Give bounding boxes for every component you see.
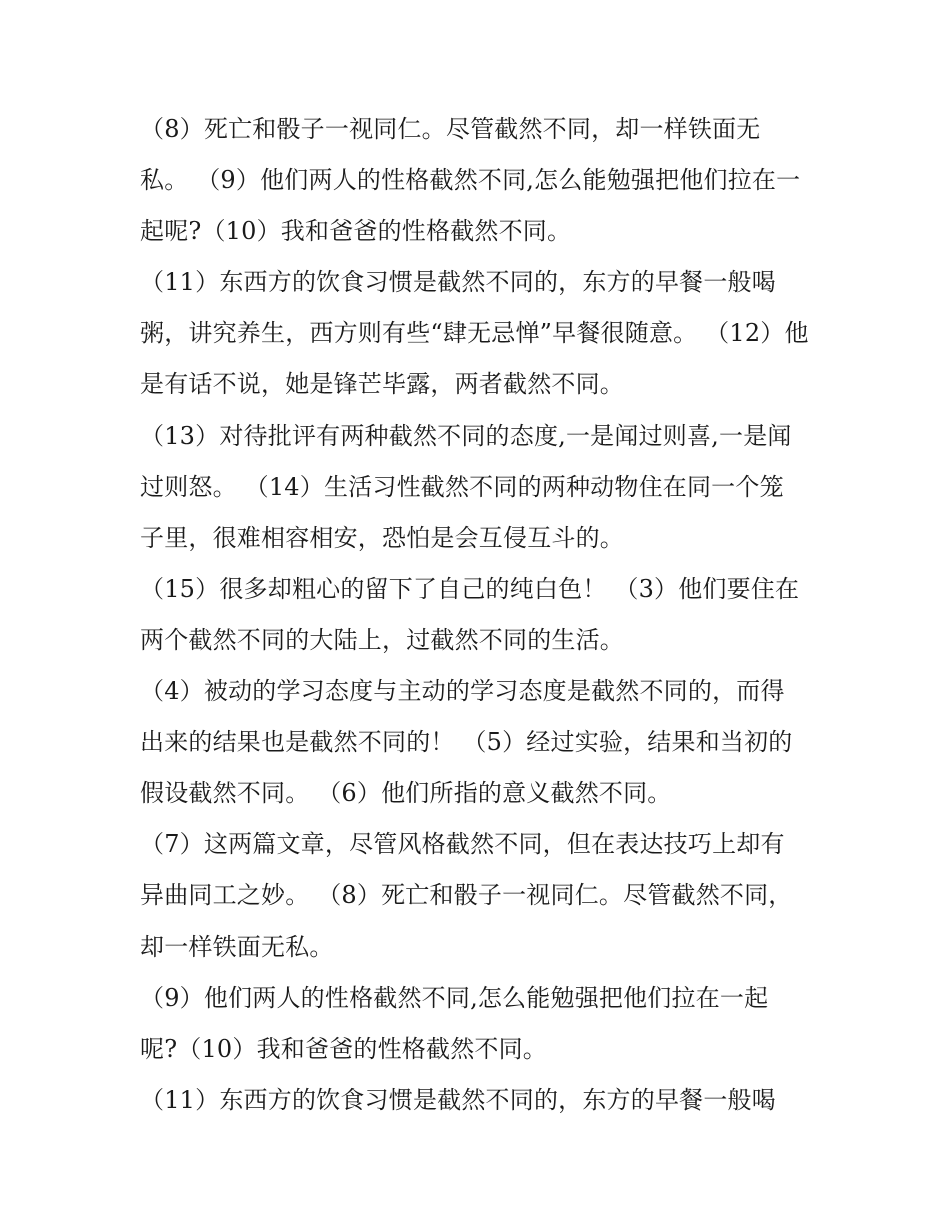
text-line: 起呢?（10）我和爸爸的性格截然不同。: [140, 217, 572, 246]
text-line: （15）很多却粗心的留下了自己的纯白色！ （3）他们要住在: [140, 574, 800, 603]
text-line: 假设截然不同。 （6）他们所指的意义截然不同。: [140, 779, 672, 808]
text-line: 是有话不说，她是锋芒毕露，两者截然不同。: [140, 370, 624, 399]
text-line: 异曲同工之妙。 （8）死亡和骰子一视同仁。尽管截然不同，: [140, 881, 793, 910]
text-line: 私。 （9）他们两人的性格截然不同,怎么能勉强把他们拉在一: [140, 166, 801, 195]
text-line: （9）他们两人的性格截然不同,怎么能勉强把他们拉在一起: [140, 983, 769, 1012]
text-line: （4）被动的学习态度与主动的学习态度是截然不同的，而得: [140, 677, 785, 706]
text-line: 呢?（10）我和爸爸的性格截然不同。: [140, 1034, 548, 1063]
text-line: 子里，很难相容相安，恐怕是会互侵互斗的。: [140, 523, 624, 552]
text-line: 粥，讲究养生，西方则有些“肆无忌惮”早餐很随意。 （12）他: [140, 319, 809, 348]
text-line: 两个截然不同的大陆上，过截然不同的生活。: [140, 625, 624, 654]
text-line: （7）这两篇文章，尽管风格截然不同，但在表达技巧上却有: [140, 830, 785, 859]
text-line: 却一样铁面无私。: [140, 932, 334, 961]
text-line: 过则怒。 （14）生活习性截然不同的两种动物住在同一个笼: [140, 472, 784, 501]
text-line: （11）东西方的饮食习惯是截然不同的，东方的早餐一般喝: [140, 268, 776, 297]
document-body: [140, 104, 820, 1126]
text-line: （13）对待批评有两种截然不同的态度,一是闻过则喜,一是闻: [140, 421, 792, 450]
text-line: （8）死亡和骰子一视同仁。尽管截然不同，却一样铁面无: [140, 115, 761, 143]
text-line: （11）东西方的饮食习惯是截然不同的，东方的早餐一般喝: [140, 1085, 776, 1114]
text-line: 出来的结果也是截然不同的！ （5）经过实验，结果和当初的: [140, 728, 793, 757]
